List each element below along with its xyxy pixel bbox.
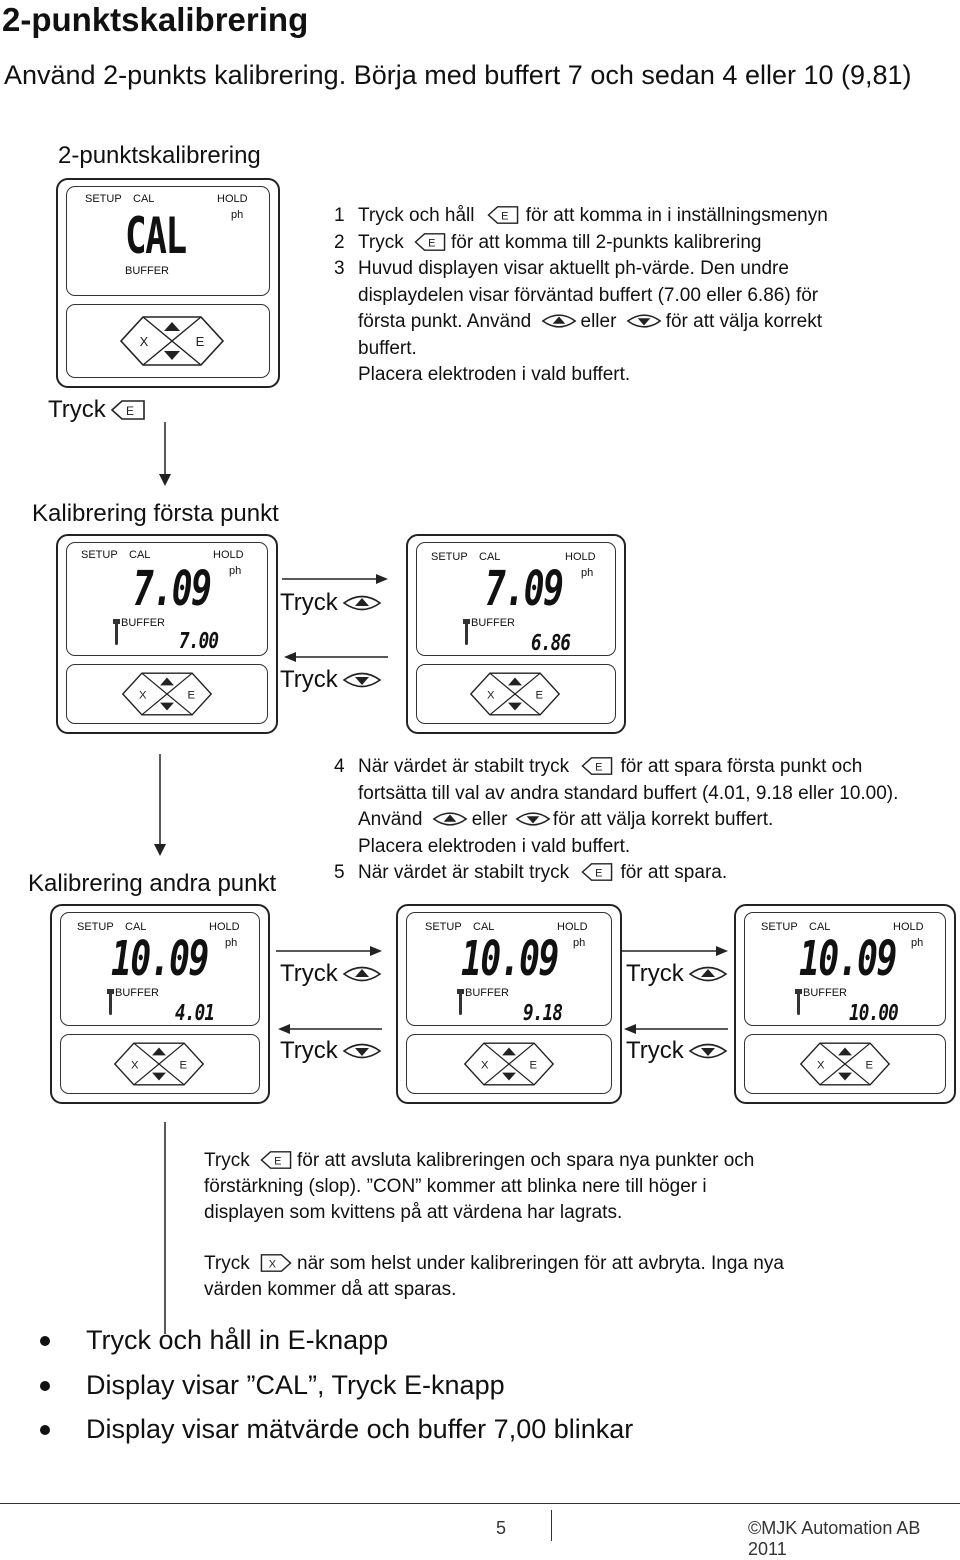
setup-label: SETUP	[85, 193, 122, 205]
buffer-label: BUFFER	[121, 617, 165, 629]
main-readout: 10.09	[461, 931, 558, 987]
arrow-left	[276, 1022, 386, 1036]
tryck-e-label	[48, 396, 146, 424]
step-1: 1 Tryck och håll för att komma in i inställningsmenyn	[334, 205, 828, 226]
buffer-readout: 7.00	[179, 629, 219, 654]
down-key-icon	[342, 1040, 382, 1062]
summary-bullets	[40, 1318, 633, 1452]
keypad[interactable]	[60, 1034, 260, 1094]
step-4: 4 När värdet är stabilt tryck för att spara första punkt och fortsätta till val av andra standard buffert (4.01, 9.18 eller 10.00). Använd eller för att välja korrekt buffert. Placera elektroden i vald buffert.	[334, 756, 899, 857]
meter-first-point-b	[406, 534, 626, 734]
tryck-up-label: Tryck	[626, 960, 728, 988]
setup-label: SETUP	[77, 921, 114, 933]
list-item: Tryck och håll in E-knapp	[40, 1318, 633, 1363]
setup-label: SETUP	[425, 921, 462, 933]
unit-label: ph	[225, 937, 238, 949]
hold-label: HOLD	[565, 551, 596, 563]
hold-label: HOLD	[217, 193, 248, 205]
thermometer-icon	[797, 989, 800, 1015]
keypad[interactable]	[416, 664, 616, 724]
buffer-label: BUFFER	[115, 987, 159, 999]
meter-lcd	[66, 186, 270, 296]
step-5: 5 När värdet är stabilt tryck för att spara.	[334, 862, 728, 883]
section-heading-first-point: Kalibrering första punkt	[32, 500, 279, 527]
tryck-text: Tryck	[48, 396, 106, 423]
tryck-up-label: Tryck	[280, 589, 382, 617]
e-key-icon	[580, 862, 614, 882]
buffer-readout: 6.86	[531, 631, 571, 656]
cal-label: CAL	[473, 921, 495, 933]
list-item: Display visar mätvärde och buffer 7,00 blinkar	[40, 1407, 633, 1452]
unit-label: ph	[573, 937, 586, 949]
keypad-icon[interactable]	[797, 1038, 893, 1090]
meter-lcd	[66, 542, 268, 656]
e-key-icon	[580, 756, 614, 776]
setup-label: SETUP	[81, 549, 118, 561]
tryck-down-label: Tryck	[280, 666, 382, 694]
meter-lcd	[416, 542, 616, 656]
cal-label: CAL	[129, 549, 151, 561]
main-readout: 7.09	[485, 561, 563, 617]
keypad[interactable]	[66, 304, 270, 378]
final-paragraph-save: Tryck för att avsluta kalibreringen och spara nya punkter och förstärkning (slop). ”CON” kommer att blinka nere till höger i displayen som kvittens på att värdena har lagrats.	[204, 1150, 755, 1223]
e-key-icon	[259, 1150, 293, 1170]
up-key-icon	[432, 809, 468, 829]
thermometer-icon	[459, 989, 462, 1015]
tryck-down-label: Tryck	[280, 1037, 382, 1065]
buffer-label: BUFFER	[471, 617, 515, 629]
meter-cal	[56, 178, 280, 388]
arrow-right	[282, 572, 392, 586]
cal-label: CAL	[133, 193, 155, 205]
up-key-icon	[688, 963, 728, 985]
main-readout: CAL	[125, 207, 186, 265]
meter-second-point-a	[50, 904, 270, 1104]
keypad[interactable]	[744, 1034, 946, 1094]
section-heading-second-point: Kalibrering andra punkt	[28, 870, 277, 897]
e-key-icon	[486, 205, 520, 225]
buffer-readout: 10.00	[849, 1001, 898, 1026]
arrow-right	[622, 944, 732, 958]
connector-line	[155, 1120, 175, 1336]
arrow-left	[282, 650, 392, 664]
cal-label: CAL	[125, 921, 147, 933]
buffer-label: BUFFER	[803, 987, 847, 999]
arrow-left	[622, 1022, 732, 1036]
meter-lcd	[60, 912, 260, 1026]
hold-label: HOLD	[893, 921, 924, 933]
keypad-icon[interactable]	[461, 1038, 557, 1090]
keypad[interactable]	[66, 664, 268, 724]
x-key-icon	[259, 1253, 293, 1273]
page-title: 2-punktskalibrering	[2, 1, 309, 38]
unit-label: ph	[911, 937, 924, 949]
down-key-icon	[515, 809, 551, 829]
arrow-right	[276, 944, 386, 958]
e-key-icon	[110, 399, 146, 421]
meter-second-point-c	[734, 904, 956, 1104]
keypad-icon[interactable]	[117, 311, 227, 371]
buffer-readout: 4.01	[175, 1001, 215, 1026]
hold-label: HOLD	[557, 921, 588, 933]
final-paragraph-cancel: Tryck när som helst under kalibreringen för att avbryta. Inga nya värden kommer då att sparas.	[204, 1253, 784, 1300]
footer-separator	[551, 1510, 552, 1541]
unit-label: ph	[231, 209, 244, 221]
down-key-icon	[626, 311, 662, 331]
main-readout: 10.09	[799, 931, 896, 987]
meter-lcd	[744, 912, 946, 1026]
cal-label: CAL	[809, 921, 831, 933]
main-readout: 10.09	[111, 931, 208, 987]
tryck-up-label: Tryck	[280, 960, 382, 988]
section-heading-two-point: 2-punktskalibrering	[58, 142, 261, 169]
steps-4-5	[334, 754, 944, 887]
setup-label: SETUP	[431, 551, 468, 563]
unit-label: ph	[229, 565, 242, 577]
keypad-icon[interactable]	[467, 668, 563, 720]
step-3: 3 Huvud displayen visar aktuellt ph-värde. Den undre displaydelen visar förväntad buffert (7.00 eller 6.86) för första punkt. Använd eller för att välja korrekt buffert. Placera elektroden i vald buffert.	[334, 258, 822, 385]
setup-label: SETUP	[761, 921, 798, 933]
hold-label: HOLD	[209, 921, 240, 933]
intro-text: Använd 2-punkts kalibrering. Börja med buffert 7 och sedan 4 eller 10 (9,81)	[4, 60, 912, 90]
meter-second-point-b	[396, 904, 622, 1104]
step-2: 2 Tryck för att komma till 2-punkts kalibrering	[334, 231, 762, 253]
tryck-down-label: Tryck	[626, 1037, 728, 1065]
thermometer-icon	[115, 619, 118, 645]
page-number: 5	[496, 1518, 507, 1538]
arrow-down	[155, 420, 175, 488]
e-key-icon	[413, 232, 447, 252]
unit-label: ph	[581, 567, 594, 579]
footer-divider	[0, 1503, 960, 1504]
arrow-down	[150, 752, 170, 858]
thermometer-icon	[109, 989, 112, 1015]
main-readout: 7.09	[133, 561, 211, 617]
keypad[interactable]	[406, 1034, 612, 1094]
buffer-label: BUFFER	[465, 987, 509, 999]
thermometer-icon	[465, 619, 468, 645]
down-key-icon	[342, 669, 382, 691]
cal-label: CAL	[479, 551, 501, 563]
up-key-icon	[541, 311, 577, 331]
keypad-icon[interactable]	[119, 668, 215, 720]
buffer-readout: 9.18	[523, 1001, 563, 1026]
up-key-icon	[342, 963, 382, 985]
list-item: Display visar ”CAL”, Tryck E-knapp	[40, 1363, 633, 1408]
copyright: ©MJK Automation AB 2011	[748, 1518, 921, 1559]
down-key-icon	[688, 1040, 728, 1062]
buffer-label: BUFFER	[125, 265, 169, 277]
meter-first-point-a	[56, 534, 278, 734]
hold-label: HOLD	[213, 549, 244, 561]
up-key-icon	[342, 592, 382, 614]
keypad-icon[interactable]	[111, 1038, 207, 1090]
steps-1-3	[334, 203, 934, 389]
meter-lcd	[406, 912, 612, 1026]
